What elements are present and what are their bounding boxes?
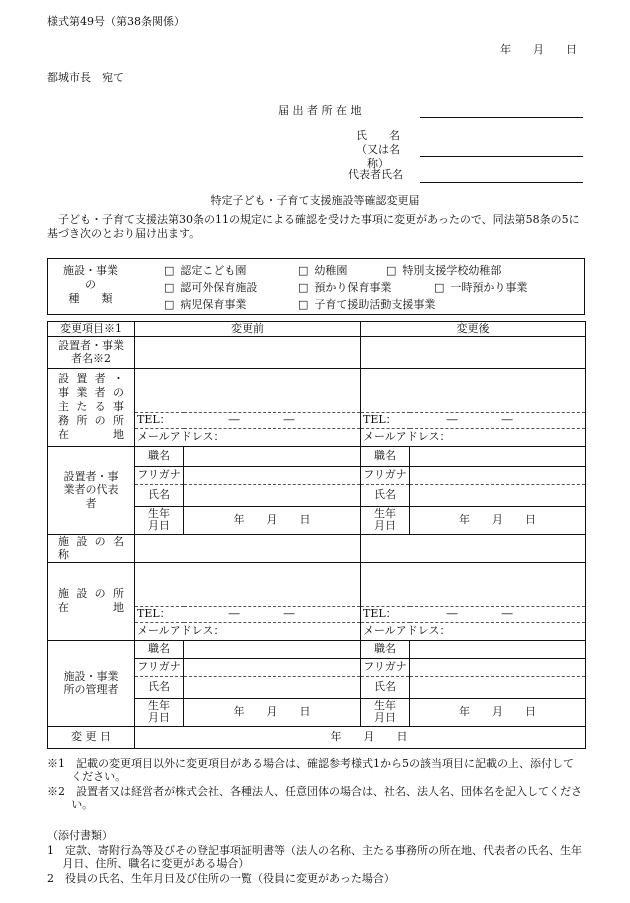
facility-type-label: 施設・事業 の 種 類 xyxy=(63,264,118,305)
row-founder-name: 設置者・事業者名※2 xyxy=(48,336,135,368)
rep-name-label-before: 氏名 xyxy=(135,484,184,506)
applicant-name-line[interactable] xyxy=(420,156,583,157)
facility-type-box xyxy=(47,258,585,315)
change-date-value[interactable]: 年 月 日 xyxy=(135,726,586,748)
attach-1: 1 定款、寄附行為等及びその登記事項証明書等（法人の名称、主たる事務所の所在地、代表者の氏名、生年月日、住所、職名に変更がある場合） xyxy=(47,844,582,870)
mgr-title-before[interactable] xyxy=(184,640,361,658)
rep-birth-before[interactable]: 年 月 日 xyxy=(184,506,361,534)
table-header-row xyxy=(48,322,586,337)
facility-name-after[interactable] xyxy=(361,534,586,562)
table-row xyxy=(48,336,586,368)
mgr-birth-label-before: 生年 月日 xyxy=(135,698,184,726)
mgr-kana-before[interactable] xyxy=(184,658,361,676)
mgr-birth-before[interactable]: 年 月 日 xyxy=(184,698,361,726)
mgr-name-before[interactable] xyxy=(184,676,361,698)
option-tokubetsu-shien[interactable]: □ 特別支援学校幼稚部 xyxy=(386,264,502,277)
mgr-kana-label-before: フリガナ xyxy=(135,658,184,676)
change-table xyxy=(47,321,586,749)
rep-birth-after[interactable]: 年 月 日 xyxy=(410,506,586,534)
applicant-rep-line[interactable] xyxy=(420,182,583,183)
rep-kana-after[interactable] xyxy=(410,466,586,484)
founder-name-after[interactable] xyxy=(361,336,586,368)
note-1: ※1 記載の変更項目以外に変更項目がある場合は、確認参考様式1から5の該当項目に記載の上、添付してください。 xyxy=(47,757,574,783)
rep-birth-label-after: 生年 月日 xyxy=(361,506,410,534)
intro-text: 子ども・子育て支援法第30条の11の規定による確認を受けた事項に変更があったので、同法第58条の5に基づき次のとおり届け出ます。 xyxy=(47,213,580,240)
mgr-birth-label-after: 生年 月日 xyxy=(361,698,410,726)
rep-title-label-after: 職名 xyxy=(361,446,410,466)
option-ninkagai[interactable]: □ 認可外保育施設 xyxy=(164,281,258,294)
option-azukari-hoiku[interactable]: □ 預かり保育事業 xyxy=(298,281,392,294)
rep-title-label-before: 職名 xyxy=(135,446,184,466)
founder-tel-before[interactable]: TEL： ― ― xyxy=(135,412,361,428)
founder-mail-after[interactable]: メールアドレス： xyxy=(361,428,586,446)
mgr-birth-after[interactable]: 年 月 日 xyxy=(410,698,586,726)
date-line: 年 月 日 xyxy=(500,43,577,56)
founder-office-after[interactable] xyxy=(361,368,586,412)
row-facility-name: 施 設 の 名 称 xyxy=(48,534,135,562)
facility-address-before[interactable] xyxy=(135,562,361,606)
facility-mail-before[interactable]: メールアドレス： xyxy=(135,622,361,640)
addressee: 都城市長 宛て xyxy=(47,71,124,84)
checkbox-icon[interactable]: □ xyxy=(298,264,309,277)
table-row xyxy=(48,726,586,748)
table-row xyxy=(48,446,586,466)
applicant-name-label: 氏 名 （又は名称） xyxy=(356,129,400,170)
rep-kana-label-before: フリガナ xyxy=(135,466,184,484)
notes xyxy=(47,757,584,885)
checkbox-icon[interactable]: □ xyxy=(386,264,397,277)
table-row xyxy=(48,562,586,606)
rep-kana-label-after: フリガナ xyxy=(361,466,410,484)
founder-tel-after[interactable]: TEL： ― ― xyxy=(361,412,586,428)
attach-2: 2 役員の氏名、生年月日及び住所の一覧（役員に変更があった場合） xyxy=(47,872,395,885)
checkbox-icon[interactable]: □ xyxy=(298,281,309,294)
checkbox-icon[interactable]: □ xyxy=(164,298,175,311)
rep-kana-before[interactable] xyxy=(184,466,361,484)
founder-name-before[interactable] xyxy=(135,336,361,368)
facility-name-before[interactable] xyxy=(135,534,361,562)
mgr-title-label-before: 職名 xyxy=(135,640,184,658)
founder-mail-before[interactable]: メールアドレス： xyxy=(135,428,361,446)
note-2: ※2 設置者又は経営者が株式会社、各種法人、任意団体の場合は、社名、法人名、団体名を記入してください。 xyxy=(47,785,582,811)
rep-name-label-after: 氏名 xyxy=(361,484,410,506)
option-byouji-hoiku[interactable]: □ 病児保育事業 xyxy=(164,298,247,311)
rep-name-before[interactable] xyxy=(184,484,361,506)
table-row xyxy=(48,640,586,658)
option-nintei-kodomoen[interactable]: □ 認定こども園 xyxy=(164,264,247,277)
option-youchien[interactable]: □ 幼稚園 xyxy=(298,264,348,277)
facility-tel-after[interactable]: TEL： ― ― xyxy=(361,606,586,622)
rep-title-before[interactable] xyxy=(184,446,361,466)
form-number: 様式第49号（第38条関係） xyxy=(47,15,185,28)
checkbox-icon[interactable]: □ xyxy=(164,281,175,294)
row-manager: 施設・事業所の管理者 xyxy=(48,640,135,726)
row-founder-office: 設 置 者 ・ 事 業 者 の 主 た る 事 務 所 の 所 在 地 xyxy=(48,368,135,446)
mgr-name-label-after: 氏名 xyxy=(361,676,410,698)
facility-address-after[interactable] xyxy=(361,562,586,606)
col-before: 変更前 xyxy=(135,322,361,337)
option-kosodate-enjo[interactable]: □ 子育て援助活動支援事業 xyxy=(298,298,436,311)
applicant-rep-label: 代表者氏名 xyxy=(348,168,403,181)
facility-tel-before[interactable]: TEL： ― ― xyxy=(135,606,361,622)
facility-mail-after[interactable]: メールアドレス： xyxy=(361,622,586,640)
col-item: 変更項目※1 xyxy=(48,322,135,337)
attach-title: （添付書類） xyxy=(47,829,113,842)
table-row xyxy=(48,534,586,562)
row-founder-rep: 設置者・事業者の代表者 xyxy=(48,446,135,534)
row-facility-address: 施 設 の 所 在 地 xyxy=(48,562,135,640)
mgr-title-after[interactable] xyxy=(410,640,586,658)
rep-name-after[interactable] xyxy=(410,484,586,506)
mgr-title-label-after: 職名 xyxy=(361,640,410,658)
applicant-address-label: 届 出 者 所 在 地 xyxy=(278,104,362,117)
founder-office-before[interactable] xyxy=(135,368,361,412)
rep-birth-label-before: 生年 月日 xyxy=(135,506,184,534)
mgr-kana-after[interactable] xyxy=(410,658,586,676)
col-after: 変更後 xyxy=(361,322,586,337)
rep-title-after[interactable] xyxy=(410,446,586,466)
table-row xyxy=(48,368,586,412)
row-change-date: 変 更 日 xyxy=(48,726,135,748)
mgr-kana-label-after: フリガナ xyxy=(361,658,410,676)
checkbox-icon[interactable]: □ xyxy=(434,281,445,294)
checkbox-icon[interactable]: □ xyxy=(298,298,309,311)
applicant-address-line[interactable] xyxy=(420,117,583,118)
checkbox-icon[interactable]: □ xyxy=(164,264,175,277)
form-title: 特定子ども・子育て支援施設等確認変更届 xyxy=(210,194,420,207)
option-ichiji-azukari[interactable]: □ 一時預かり事業 xyxy=(434,281,528,294)
mgr-name-label-before: 氏名 xyxy=(135,676,184,698)
mgr-name-after[interactable] xyxy=(410,676,586,698)
